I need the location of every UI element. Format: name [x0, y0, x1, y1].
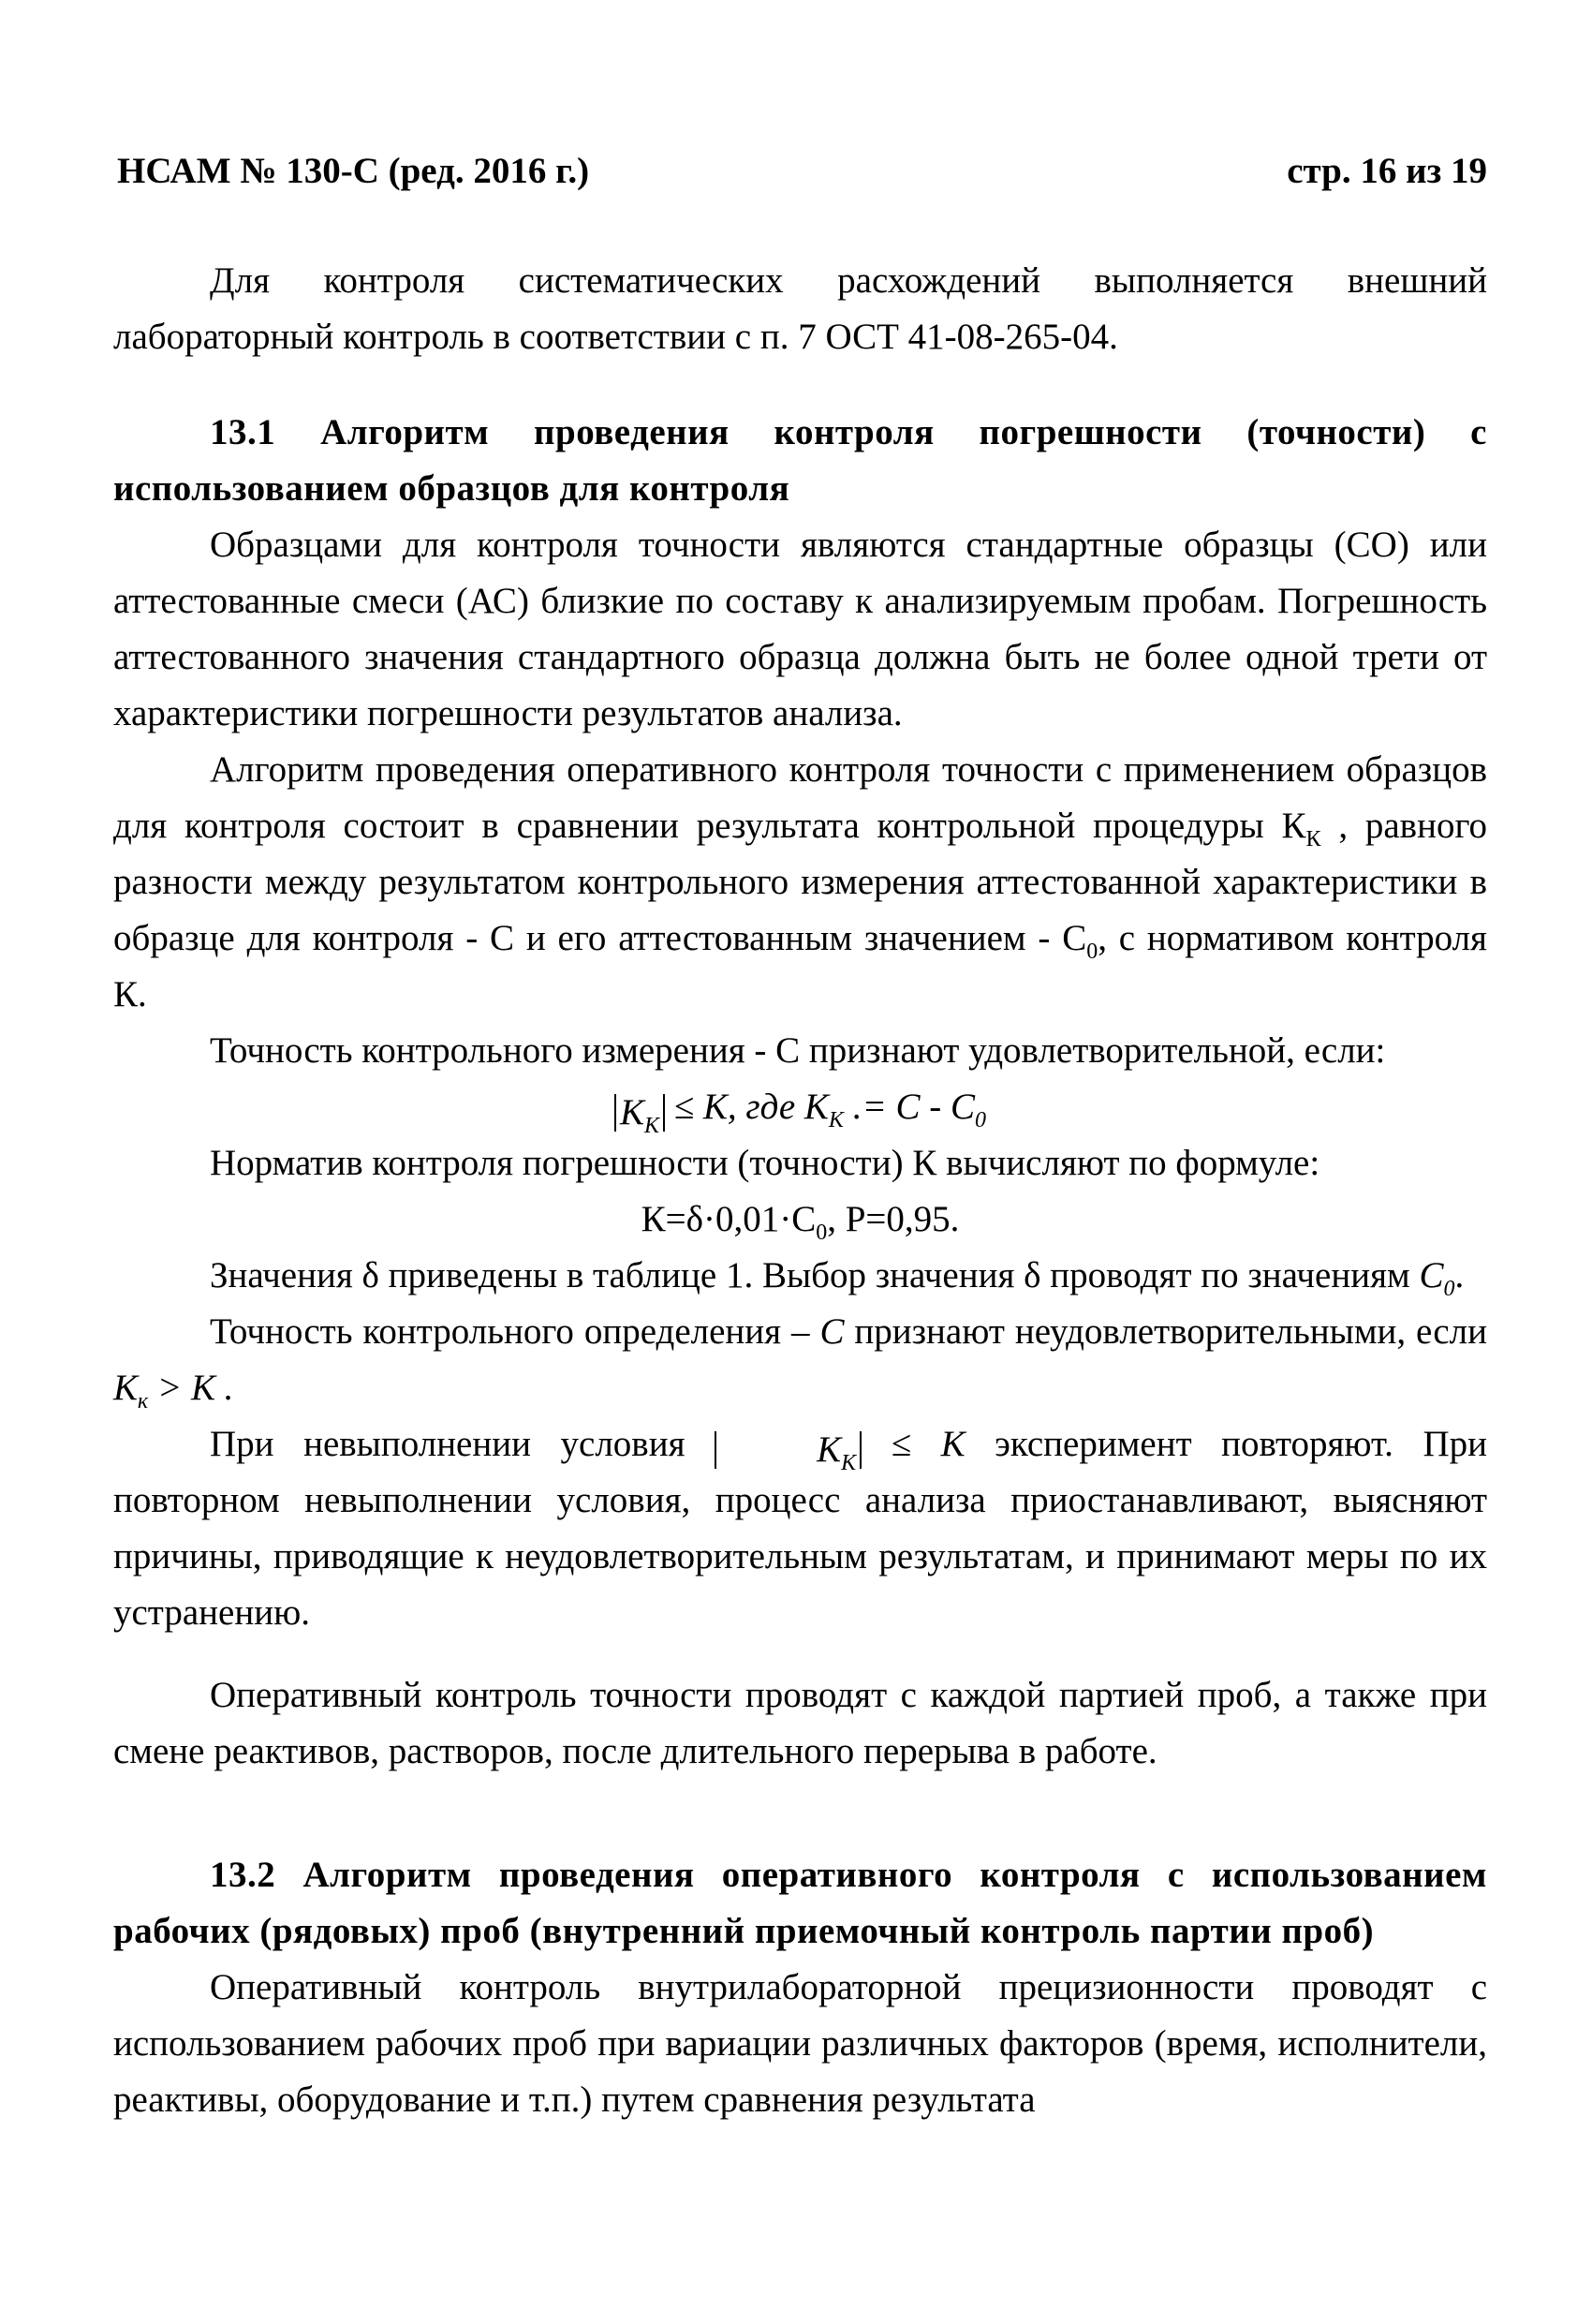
page-number: стр. 16 из 19 — [1287, 151, 1487, 191]
section-13-1-paragraph-4: Норматив контроля погрешности (точности) К вычисляют по формуле: — [210, 1143, 1320, 1183]
section-13-1-paragraph-2: Алгоритм проведения оперативного контроля точности с применением образцов для контроля состоит в сравнении результата контрольной процедуры $К_К$ , равного разности между результатом контрольного измерения аттестованной характеристики в образце для контроля - С и его аттестованным значением - $С_0$, с нормативом контроля К. — [113, 749, 1487, 1014]
page-header — [117, 150, 1487, 192]
section-13-2-heading: 13.2 Алгоритм проведения оперативного контроля с использованием рабочих (рядовых) проб (внутренний приемочный контроль партии проб) — [113, 1855, 1487, 1951]
section-13-1-paragraph-6: Точность контрольного определения – С признают неудовлетворительными, если $К_к > К$ . — [113, 1311, 1487, 1414]
section-13-1-paragraph-7: При невыполнении условия $K_K \le K$ эксперимент повторяют. При повторном невыполнении условия, процесс анализа приостанавливают, выясняют причины, приводящие к неудовлетворительным результатам, и принимают меры по их устранению. — [113, 1424, 1487, 1633]
intro-paragraph: Для контроля систематических расхождений выполняется внешний лабораторный контроль в соответствии с п. 7 ОСТ 41-08-265-04. — [113, 260, 1487, 357]
section-13-1-paragraph-3: Точность контрольного измерения - С признают удовлетворительной, если: — [210, 1030, 1386, 1071]
document-body — [113, 253, 1487, 2128]
section-13-1-heading: 13.1 Алгоритм проведения контроля погрешности (точности) с использованием образцов для контроля — [113, 412, 1487, 509]
section-13-1-paragraph-5: Значения δ приведены в таблице 1. Выбор значения δ проводят по значениям $C_0$. — [210, 1255, 1465, 1301]
document-id: НСАМ № 130-С (ред. 2016 г.) — [117, 151, 590, 191]
section-13-1-paragraph-1: Образцами для контроля точности являются стандартные образцы (СО) или аттестованные смеси (АС) близкие по составу к анализируемым пробам. Погрешность аттестованного значения стандартного образца должна быть не более одной трети от характеристики погрешности результатов анализа. — [113, 525, 1487, 733]
formula-condition: $K_K \le K$, где $K_K$ .= C - $C_0$ — [113, 1079, 1487, 1135]
formula-normative: $К=\delta\cdot 0,01\cdot С_0$, Р=0,95. — [641, 1199, 960, 1245]
section-13-2-paragraph-1: Оперативный контроль внутрилабораторной прецизионности проводят с использованием рабочих проб при вариации различных факторов (время, исполнители, реактивы, оборудование и т.п.) путем сравнения результата — [113, 1967, 1487, 2120]
section-13-1-paragraph-8: Оперативный контроль точности проводят с каждой партией проб, а также при смене реактивов, растворов, после длительного перерыва в работе. — [113, 1675, 1487, 1771]
